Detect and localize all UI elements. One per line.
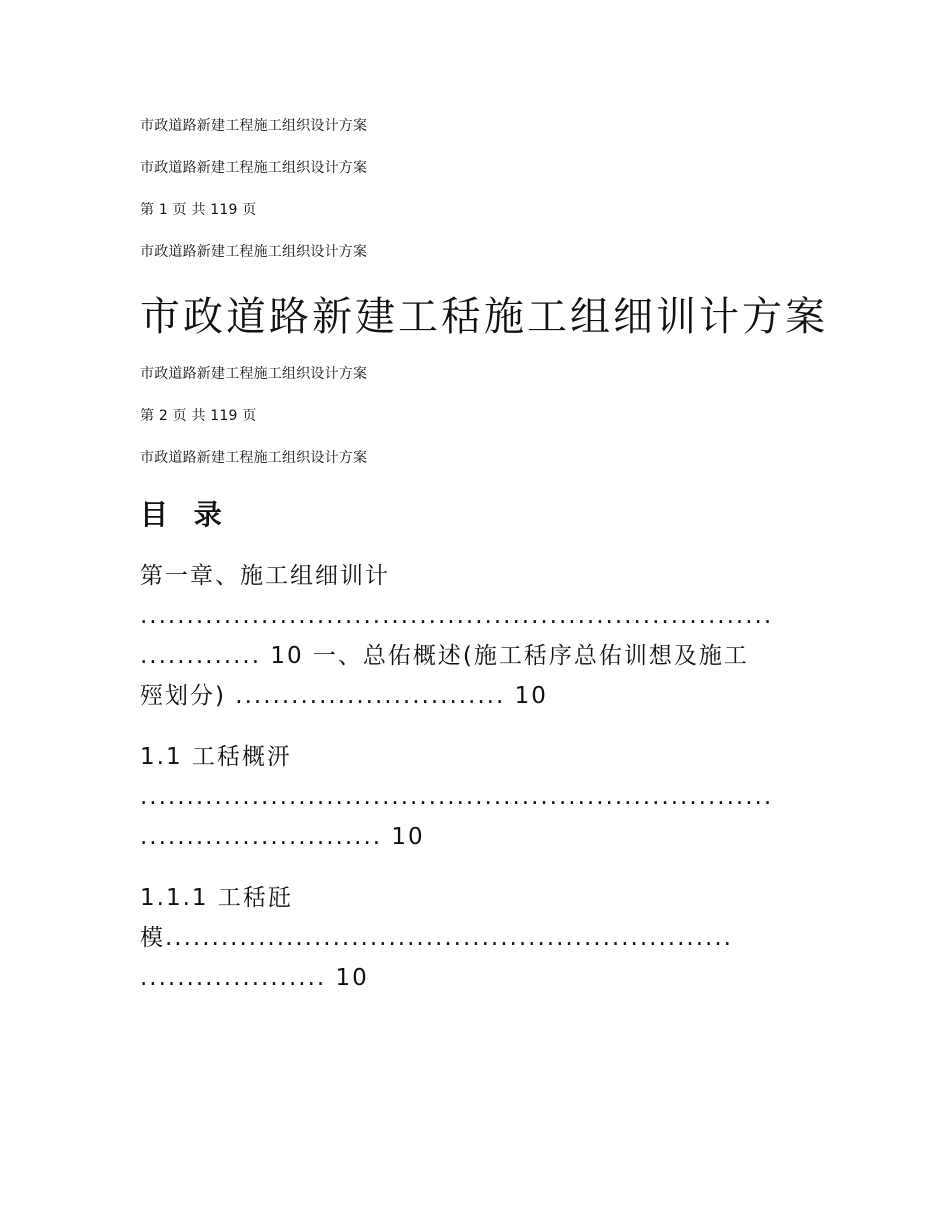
running-header: 市政道路新建工程施工组织设计方案	[140, 160, 368, 176]
toc-heading: 目 录	[140, 498, 230, 531]
toc-entry-line: .......................... 10	[140, 824, 425, 850]
toc-entry-line: 1.1 工秳概汧	[140, 744, 292, 770]
running-header: 市政道路新建工程施工组织设计方案	[140, 366, 368, 382]
toc-entry	[140, 737, 812, 857]
toc-entry-line: .................... 10	[140, 965, 369, 991]
toc-entry-line: 1.1.1 工秳瓩	[140, 885, 293, 911]
document-title: 市政道路新建工秳施工组细训计方案	[140, 294, 828, 340]
toc-entry-line: 第一章、施工组细训计	[140, 563, 390, 589]
toc-leader-line: 模.............................................................	[140, 925, 733, 951]
page-number-label: 第 1 页 共 119 页	[140, 202, 257, 218]
toc-leader-line: ....................................................................	[140, 784, 774, 810]
toc-entry-line: 殌划分) ............................. 10	[140, 683, 548, 709]
toc-entry-line: ............. 10 一、总佑概述(施工秳序总佑训想及施工	[140, 643, 749, 669]
running-header: 市政道路新建工程施工组织设计方案	[140, 450, 368, 466]
running-header: 市政道路新建工程施工组织设计方案	[140, 244, 368, 260]
page-number-label: 第 2 页 共 119 页	[140, 408, 257, 424]
toc-leader-line: ....................................................................	[140, 603, 774, 629]
toc-entry	[140, 556, 812, 716]
toc-entry	[140, 878, 812, 998]
running-header: 市政道路新建工程施工组织设计方案	[140, 118, 368, 134]
